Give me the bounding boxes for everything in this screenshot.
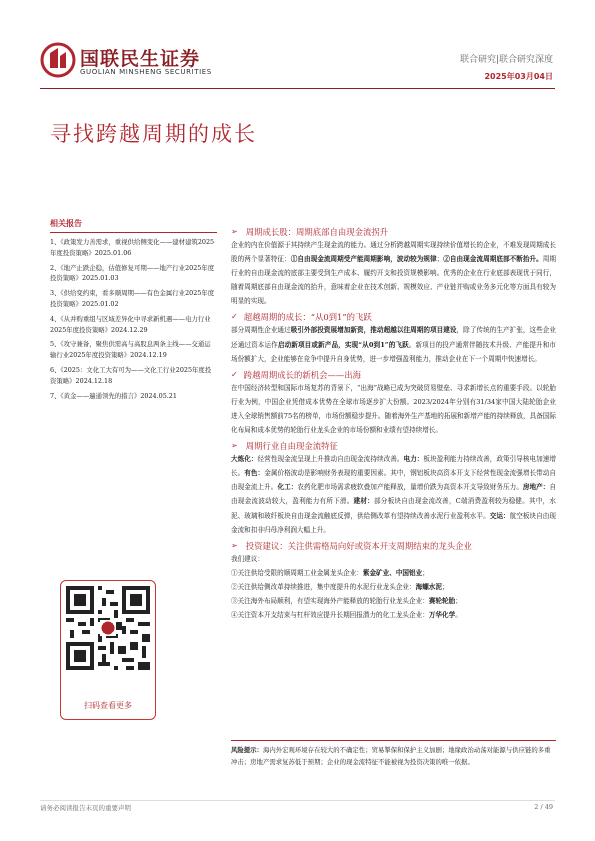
related-report-item[interactable]: 7、《黄金——遍通领先的措言》2024.05.21 <box>50 391 177 400</box>
text-run-bold: 启动新项目或新产品，实现“从0到1”的飞跃 <box>277 340 409 349</box>
text-run-bold: 化工： <box>277 483 298 492</box>
recommendation-item <box>231 594 556 608</box>
text-run-bold: 大炼化： <box>231 455 258 464</box>
text-run-bold: 有色： <box>244 469 265 478</box>
text-run: 板块盈利能力持续改善，政策引导核电加速增长。 <box>231 455 557 478</box>
report-date: 2025年03月04日 <box>484 72 553 81</box>
text-run: ②关注供给侧改革持续推进，集中度提升的水泥行业龙头企业： <box>231 582 416 591</box>
section-paragraph <box>231 452 556 537</box>
text-run-bold: 电力： <box>403 455 424 464</box>
page-number: 2 / 49 <box>534 803 553 811</box>
text-run: ； <box>442 582 449 591</box>
arrow-right-icon: ➢ <box>231 441 238 451</box>
qr-code-box[interactable] <box>60 580 156 720</box>
related-report-item[interactable]: 6、《2025：文化工大有可为——文化工行业2025年度投资策略》2024.12.18 <box>50 365 212 385</box>
checkmark-icon: ✓ <box>231 369 238 379</box>
related-reports-sidebar <box>50 218 217 405</box>
section-paragraph <box>231 323 556 365</box>
recommendation-intro: 我们建议： <box>231 554 264 563</box>
brand-logo-icon <box>40 42 76 78</box>
subsection-title: 跨越周期成长的新机会——出海 <box>243 369 361 380</box>
qr-code-icon <box>66 586 150 670</box>
text-run-bold: ②自由现金流周期底部不断抬升。 <box>443 255 543 264</box>
text-run: ④关注资本开支结束与杠杆效应提升长期回报潜力的化工龙头企业： <box>231 611 429 620</box>
text-run: 部分周期性企业通过 <box>231 326 291 335</box>
text-run-bold: 房地产： <box>522 483 550 492</box>
subsection-heading <box>231 311 556 323</box>
section-heading <box>231 226 556 238</box>
text-run: 。 <box>455 611 462 620</box>
text-run: 航空板块自由现金流和扣非归母净利润大幅上升。 <box>231 511 557 534</box>
risk-label: 风险提示： <box>231 746 263 754</box>
related-report-item[interactable]: 3、《供给变约束，看多顺周期——有色金属行业2025年度投资策略》2025.01.02 <box>50 289 215 308</box>
risk-disclaimer <box>231 740 556 768</box>
summary-content <box>231 223 556 622</box>
section-heading <box>231 540 556 552</box>
section-title: 周期成长股：周期底部自由现金流拐升 <box>245 227 389 237</box>
stock-names: 紫金矿业、中国铝业 <box>362 568 423 577</box>
text-run: ； <box>455 596 462 605</box>
section-title: 投资建议：关注供需格局向好或资本开支周期结束的龙头企业 <box>245 540 472 551</box>
text-run: ①关注供给受限的顺周期工业金属龙头企业： <box>231 568 363 577</box>
stock-names: 赛轮轮胎 <box>428 596 456 605</box>
brand-name-cn: 国联民生证券 <box>80 48 201 70</box>
header-divider <box>40 88 555 89</box>
qr-caption: 扫码查看更多 <box>84 701 132 710</box>
text-run: 。新项目的投产通常伴随技术升级、产能提升和市场份额扩大，企业能够在竞争中提升自身优势，进一步增强盈利能力，推动企业在下一个周期中快速增长。 <box>231 340 556 363</box>
report-header-meta <box>460 52 553 82</box>
text-run-bold: ①自由现金流周期受产能周期影响，波动较为规律 <box>290 255 437 264</box>
text-run: 经营性现金流呈现上升推动自由现金流持续改善。 <box>257 455 404 464</box>
stock-names: 万华化学 <box>428 611 456 620</box>
text-run: ； <box>422 568 429 577</box>
recommendation-item <box>231 566 556 580</box>
arrow-right-icon: ➢ <box>231 540 238 550</box>
footer-disclaimer: 请务必阅读报告末页的重要声明 <box>40 804 131 812</box>
stock-names: 海螺水泥 <box>415 582 442 591</box>
page-title: 寻找跨越周期的成长 <box>50 122 257 146</box>
text-run: 金属价格波动是影响财务表现的重要因素。其中，钢铝板块高资本开支下经营性现金流强增长带动自由现金流上升。 <box>231 469 557 492</box>
related-report-item[interactable]: 1、《政策发力善需求，重视供给侧变化——建材建筑2025年度投资策略》2025.01.06 <box>50 238 215 257</box>
checkmark-icon: ✓ <box>231 312 238 322</box>
brand-logo <box>40 42 250 82</box>
arrow-right-icon: ➢ <box>231 227 238 236</box>
related-reports-list <box>50 237 217 401</box>
footer-divider <box>40 800 555 801</box>
text-run: 在中国经济转型和国际市场复苏的背景下，“出海”战略已成为突破贸易壁垒、寻求新增长点的重要手段。以轮胎行业为例，中国企业凭借成本优势在全球市场逐步扩大份额。2023/2024年分别有31/34家中国大陆轮胎企业进入全球销售额前75名的榜单，市场份额稳步提升。随着海外生产基地的拓展和新增产能的持续释放，具备国际化布局和成本优势的轮胎行业龙头企业的市场份额和业绩有望持续增长。 <box>231 383 556 435</box>
report-type: 联合研究|联合研究深度 <box>459 55 553 65</box>
related-reports-heading: 相关报告 <box>50 218 217 233</box>
text-run: 自由现金流波动较大，盈利能力有所下滑。 <box>231 483 557 506</box>
text-run-bold: 建材： <box>353 497 374 506</box>
recommendation-item <box>231 608 556 622</box>
subsection-title: 超越周期的成长：“从0到1”的飞跃 <box>243 312 372 323</box>
recommendation-item <box>231 580 556 594</box>
section-title: 周期行业自由现金流特征 <box>245 441 338 452</box>
text-run-bold: 吸引外部投资展增加新资，推动超越以往周期的项目建设 <box>290 326 457 335</box>
text-run: ，除了传统的生产扩张，这些企业还通过资本运作 <box>231 326 557 349</box>
text-run: ③关注海外布局顺利，有望实现海外产能释放的轮胎行业龙头企业： <box>231 596 429 605</box>
section-heading <box>231 440 556 452</box>
subsection-heading <box>231 369 556 381</box>
text-run: 农药化肥市场需求疲软叠加产能释放，量增价跌为高资本开支导致财务压力。 <box>297 483 523 492</box>
text-run: 部分板块自由现金流改善，C端消费盈利较为稳健。其中，水泥、玻璃和玻纤板块自由现金流触底反弹，供给侧改革有望持续改善水泥行业盈利水平。 <box>231 497 557 520</box>
text-run-bold: 交运： <box>489 511 510 520</box>
brand-name-en: GUOLIAN MINSHENG SECURITIES <box>80 68 212 76</box>
risk-text: 海内外宏观环境存在较大的不确定性；贸易掣保和保护主义加剧；地缘政治动荡对能源与供应链的多重冲击；房地产需求复苏低于预期；企业的现金流特征不能被视为投资决策的唯一依据。 <box>231 746 551 767</box>
text-run: 周期行业的自由现金流的底部主要受到生产成本、履约开支和投资规模影响。优秀的企业在行业底部表现优于同行，随着周期底部自由现金流的抬升，意味着企业在技术创新、规模效应、产业链并购或业务多元化等方面具有较为明显的实现。 <box>231 255 557 306</box>
text-run: ； <box>436 255 444 264</box>
related-report-item[interactable]: 4、《从并购重组与区域差异化中寻求新机遇——电力行业2025年度投资策略》2024.12.29 <box>50 314 211 334</box>
section-paragraph <box>231 381 556 437</box>
related-report-item[interactable]: 5、《攻守兼备，聚焦供需高与高股息两条主线——交通运输行业2025年度投资策略》2024.12.19 <box>50 340 211 360</box>
text-run: 企业的内在价值源于其持续产生现金流的能力。通过分析跨越周期实现持续价值增长的企业，不难发现周期成长股的两个显著特征： <box>231 241 556 264</box>
related-report-item[interactable]: 2、《地产止跌企稳，估值修复可期——地产行业2025年度投资策略》2025.01.03 <box>50 263 215 283</box>
section-paragraph <box>231 238 556 308</box>
